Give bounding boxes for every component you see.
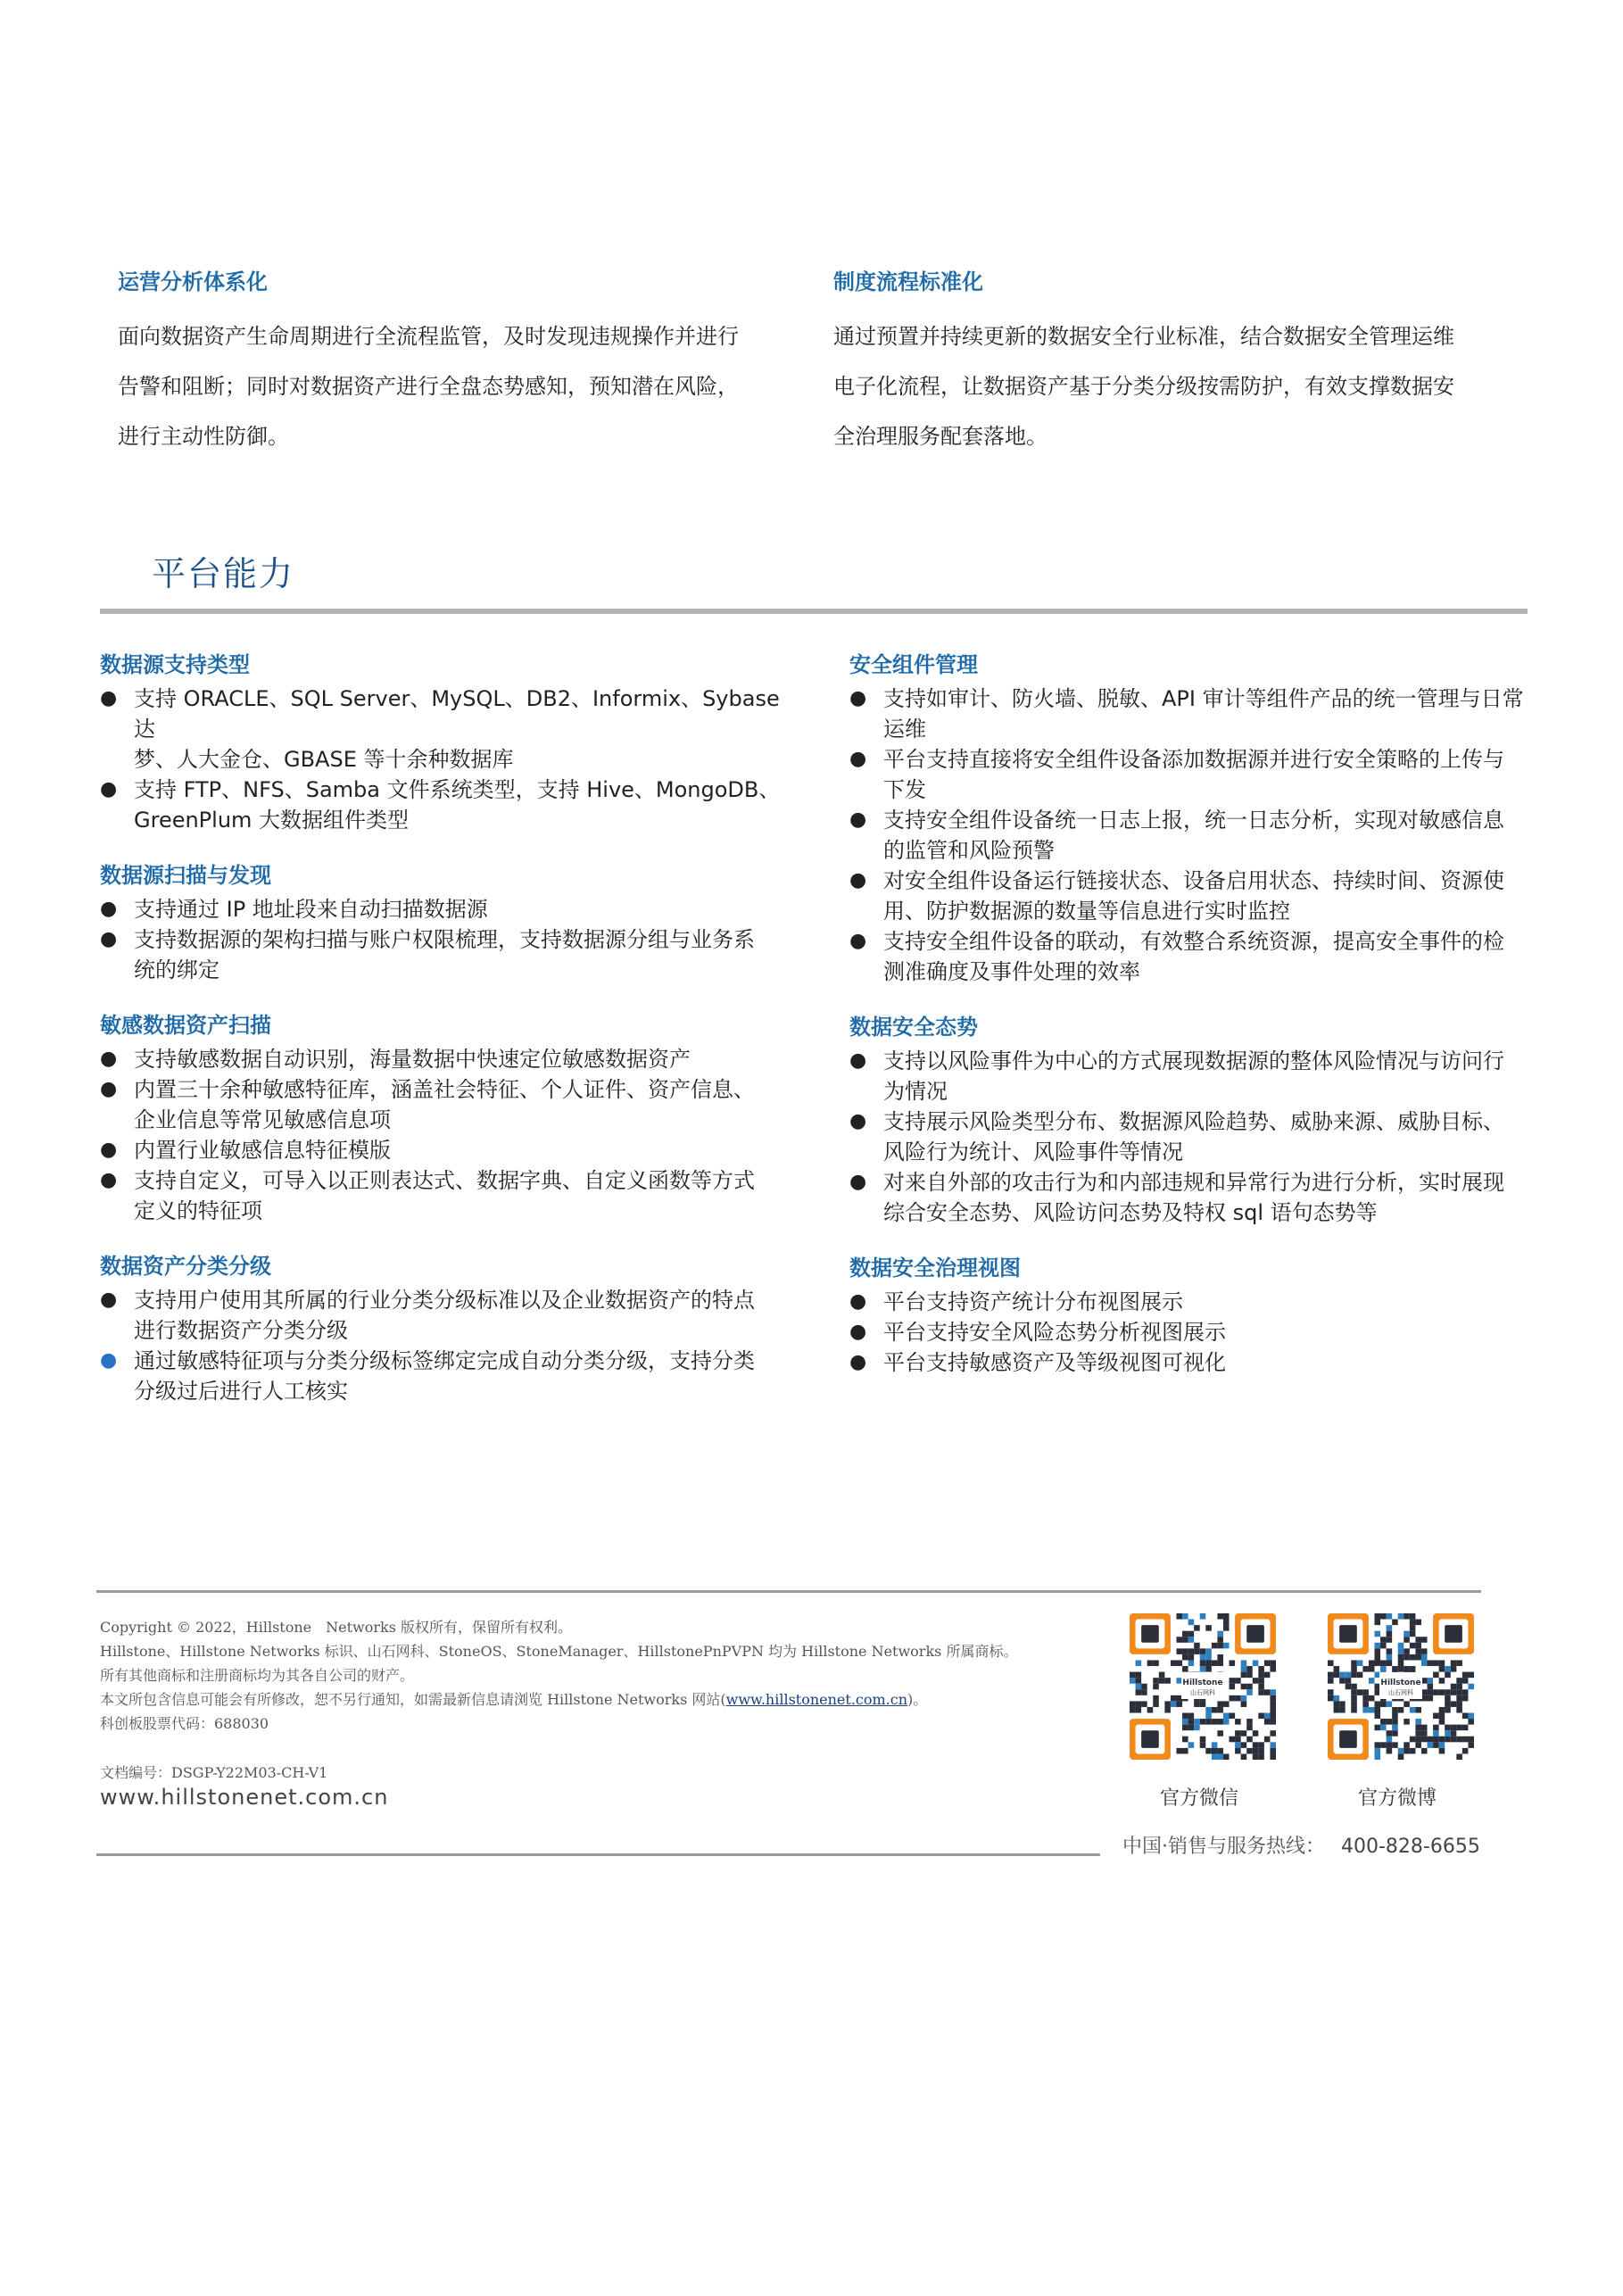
feature-group-title: 数据源扫描与发现	[100, 863, 271, 888]
feature-text-line: 支持数据源的架构扫描与账户权限梳理，支持数据源分组与业务系	[134, 927, 755, 952]
feature-text-line: 通过敏感特征项与分类分级标签绑定完成自动分类分级，支持分类	[134, 1348, 755, 1373]
feature-text-line: 分级过后进行人工核实	[134, 1379, 348, 1404]
trademark-text: Hillstone、Hillstone Networks 标识、山石网科、StoneOS、StoneManager、HillstonePnPVPN 均为 Hillstone Networks 所属商标。	[100, 1643, 1018, 1660]
feature-list-item	[100, 1346, 796, 1406]
bullet-icon: ●	[100, 1289, 118, 1311]
feature-text-line: 统的绑定	[134, 957, 219, 982]
bullet-icon: ●	[100, 687, 118, 709]
feature-text-line: 风险行为统计、风险事件等情况	[883, 1140, 1183, 1165]
intro-left-text: 面向数据资产生命周期进行全流程监管，及时发现违规操作并进行 告警和阻断；同时对数据资产进行全盘态势感知，预知潜在风险， 进行主动性防御。	[118, 324, 739, 449]
feature-group	[849, 1253, 1545, 1378]
feature-list-item	[849, 1167, 1545, 1228]
bullet-icon: ●	[849, 687, 867, 709]
bullet-icon: ●	[849, 930, 867, 952]
intro-right	[833, 264, 1511, 461]
bullet-icon: ●	[100, 778, 118, 800]
feature-text-line: 支持敏感数据自动识别，海量数据中快速定位敏感数据资产	[134, 1047, 691, 1072]
feature-text-line: 支持安全组件设备的联动，有效整合系统资源，提高安全事件的检	[883, 929, 1504, 954]
feature-text-line: 支持如审计、防火墙、脱敏、API 审计等组件产品的统一管理与日常	[883, 686, 1524, 711]
notice-text: 本文所包含信息可能会有所修改，恕不另行通知，如需最新信息请浏览 Hillstone Networks 网站(www.hillstonenet.com.cn)。	[100, 1691, 928, 1708]
website-url: www.hillstonenet.com.cn	[100, 1785, 389, 1810]
feature-group-title: 安全组件管理	[849, 652, 978, 677]
feature-text-line: 内置三十余种敏感特征库，涵盖社会特征、个人证件、资产信息、	[134, 1077, 755, 1102]
feature-text-line: 支持 ORACLE、SQL Server、MySQL、DB2、Informix、Sybase 达	[134, 686, 780, 742]
feature-text-line: 平台支持敏感资产及等级视图可视化	[883, 1350, 1226, 1375]
bullet-icon: ●	[100, 1139, 118, 1161]
feature-text-line: 的监管和风险预警	[883, 838, 1055, 863]
feature-list-item	[100, 684, 796, 775]
wechat-label: 官方微信	[1160, 1787, 1239, 1810]
bullet-icon: ●	[849, 808, 867, 831]
hotline-label: 中国·销售与服务热线：	[1122, 1836, 1325, 1858]
bullet-icon: ●	[100, 1078, 118, 1100]
feature-list-item	[849, 1317, 1545, 1347]
bullet-icon: ●	[849, 748, 867, 770]
feature-list-item	[100, 1285, 796, 1346]
bullet-icon: ●	[100, 1349, 118, 1372]
other-trademarks-text: 所有其他商标和注册商标均为其各自公司的财产。	[100, 1667, 415, 1684]
feature-list-item	[849, 744, 1545, 805]
feature-group-title: 数据安全治理视图	[849, 1256, 1021, 1281]
feature-text-line: 支持安全组件设备统一日志上报，统一日志分析，实现对敏感信息	[883, 808, 1504, 833]
feature-group	[100, 1010, 796, 1226]
feature-text-line: 进行数据资产分类分级	[134, 1318, 348, 1343]
svg-text:Hillstone: Hillstone	[1380, 1678, 1421, 1687]
bullet-icon: ●	[100, 1169, 118, 1191]
feature-text-line: 对安全组件设备运行链接状态、设备启用状态、持续时间、资源使	[883, 868, 1504, 893]
hotline-number: 400-828-6655	[1341, 1836, 1480, 1858]
feature-group	[100, 650, 796, 835]
features-right-column	[849, 650, 1545, 1403]
intro-left-title: 运营分析体系化	[118, 269, 268, 294]
feature-text-line: 运维	[883, 717, 926, 742]
feature-list	[100, 1285, 796, 1406]
feature-text-line: 定义的特征项	[134, 1198, 262, 1223]
feature-group-title: 数据源支持类型	[100, 652, 250, 677]
feature-list-item	[100, 894, 796, 924]
feature-list	[100, 684, 796, 835]
feature-text-line: 支持 FTP、NFS、Samba 文件系统类型，支持 Hive、MongoDB、	[134, 777, 781, 802]
feature-text-line: 支持用户使用其所属的行业分类分级标准以及企业数据资产的特点	[134, 1288, 755, 1313]
website-link[interactable]: www.hillstonenet.com.cn	[725, 1691, 908, 1708]
feature-group	[100, 1251, 796, 1406]
feature-list-item	[849, 805, 1545, 866]
wechat-qr-code	[1130, 1613, 1276, 1760]
feature-text-line: 为情况	[883, 1079, 948, 1104]
intro-left	[118, 264, 796, 461]
bullet-icon: ●	[100, 928, 118, 950]
feature-text-line: 平台支持直接将安全组件设备添加数据源并进行安全策略的上传与	[883, 747, 1504, 772]
bullet-icon: ●	[849, 869, 867, 891]
bullet-icon: ●	[849, 1171, 867, 1193]
feature-list-item	[849, 866, 1545, 926]
feature-text-line: 支持自定义，可导入以正则表达式、数据字典、自定义函数等方式	[134, 1168, 755, 1193]
feature-text-line: 支持展示风险类型分布、数据源风险趋势、威胁来源、威胁目标、	[883, 1109, 1504, 1134]
feature-list	[849, 684, 1545, 987]
feature-list-item	[849, 1046, 1545, 1107]
bullet-icon: ●	[849, 1290, 867, 1313]
svg-text:山石网科: 山石网科	[1190, 1689, 1215, 1696]
footer-divider-top	[96, 1590, 1481, 1593]
bullet-icon: ●	[100, 898, 118, 920]
svg-text:山石网科: 山石网科	[1388, 1689, 1413, 1696]
intro-right-title: 制度流程标准化	[833, 269, 983, 294]
bullet-icon: ●	[849, 1110, 867, 1132]
feature-text-line: 综合安全态势、风险访问态势及特权 sql 语句态势等	[883, 1200, 1378, 1225]
document-number: 文档编号：DSGP-Y22M03-CH-V1	[100, 1764, 328, 1781]
bullet-icon: ●	[849, 1351, 867, 1373]
feature-text-line: 测准确度及事件处理的效率	[883, 959, 1140, 984]
feature-group	[100, 860, 796, 985]
feature-text-line: 平台支持资产统计分布视图展示	[883, 1289, 1183, 1314]
intro-right-text: 通过预置并持续更新的数据安全行业标准，结合数据安全管理运维 电子化流程，让数据资产基于分类分级按需防护，有效支撑数据安 全治理服务配套落地。	[833, 324, 1454, 449]
feature-text-line: 下发	[883, 777, 926, 802]
feature-list-item	[100, 775, 796, 835]
feature-text-line: 支持以风险事件为中心的方式展现数据源的整体风险情况与访问行	[883, 1049, 1504, 1073]
section-divider	[100, 609, 1528, 614]
feature-text-line: 支持通过 IP 地址段来自动扫描数据源	[134, 897, 488, 922]
feature-list-item	[849, 1287, 1545, 1317]
feature-group	[849, 1012, 1545, 1228]
feature-text-line: 对来自外部的攻击行为和内部违规和异常行为进行分析，实时展现	[883, 1170, 1504, 1195]
footer-legal	[100, 1615, 1099, 1736]
bullet-icon: ●	[849, 1321, 867, 1343]
feature-text-line: GreenPlum 大数据组件类型	[134, 808, 410, 833]
feature-text-line: 平台支持安全风险态势分析视图展示	[883, 1320, 1226, 1345]
features-left-column	[100, 650, 796, 1431]
feature-list-item	[100, 1135, 796, 1165]
feature-text-line: 用、防护数据源的数量等信息进行实时监控	[883, 899, 1290, 924]
feature-group-title: 敏感数据资产扫描	[100, 1013, 271, 1038]
copyright-text: Copyright © 2022，Hillstone Networks 版权所有，保留所有权利。	[100, 1619, 573, 1636]
feature-list	[100, 894, 796, 985]
feature-list	[849, 1046, 1545, 1228]
feature-group-title: 数据资产分类分级	[100, 1254, 271, 1279]
svg-text:Hillstone: Hillstone	[1182, 1678, 1223, 1687]
feature-list-item	[100, 1165, 796, 1226]
section-title: 平台能力	[152, 554, 295, 593]
feature-list	[100, 1044, 796, 1226]
feature-list-item	[100, 1074, 796, 1135]
feature-list	[849, 1287, 1545, 1378]
bullet-icon: ●	[849, 1049, 867, 1072]
feature-list-item	[100, 924, 796, 985]
feature-text-line: 内置行业敏感信息特征模版	[134, 1138, 391, 1163]
feature-list-item	[849, 684, 1545, 744]
feature-text-line: 梦、人大金仓、GBASE 等十余种数据库	[134, 747, 514, 772]
feature-group-title: 数据安全态势	[849, 1015, 978, 1040]
weibo-qr-code	[1328, 1613, 1474, 1760]
bullet-icon: ●	[100, 1048, 118, 1070]
feature-list-item	[849, 926, 1545, 987]
feature-list-item	[849, 1107, 1545, 1167]
feature-group	[849, 650, 1545, 987]
weibo-label: 官方微博	[1358, 1787, 1437, 1810]
footer-divider-bottom	[96, 1853, 1100, 1856]
hotline	[1122, 1831, 1480, 1859]
feature-text-line: 企业信息等常见敏感信息项	[134, 1107, 391, 1132]
feature-list-item	[849, 1347, 1545, 1378]
feature-list-item	[100, 1044, 796, 1074]
stock-code: 科创板股票代码：688030	[100, 1715, 269, 1732]
